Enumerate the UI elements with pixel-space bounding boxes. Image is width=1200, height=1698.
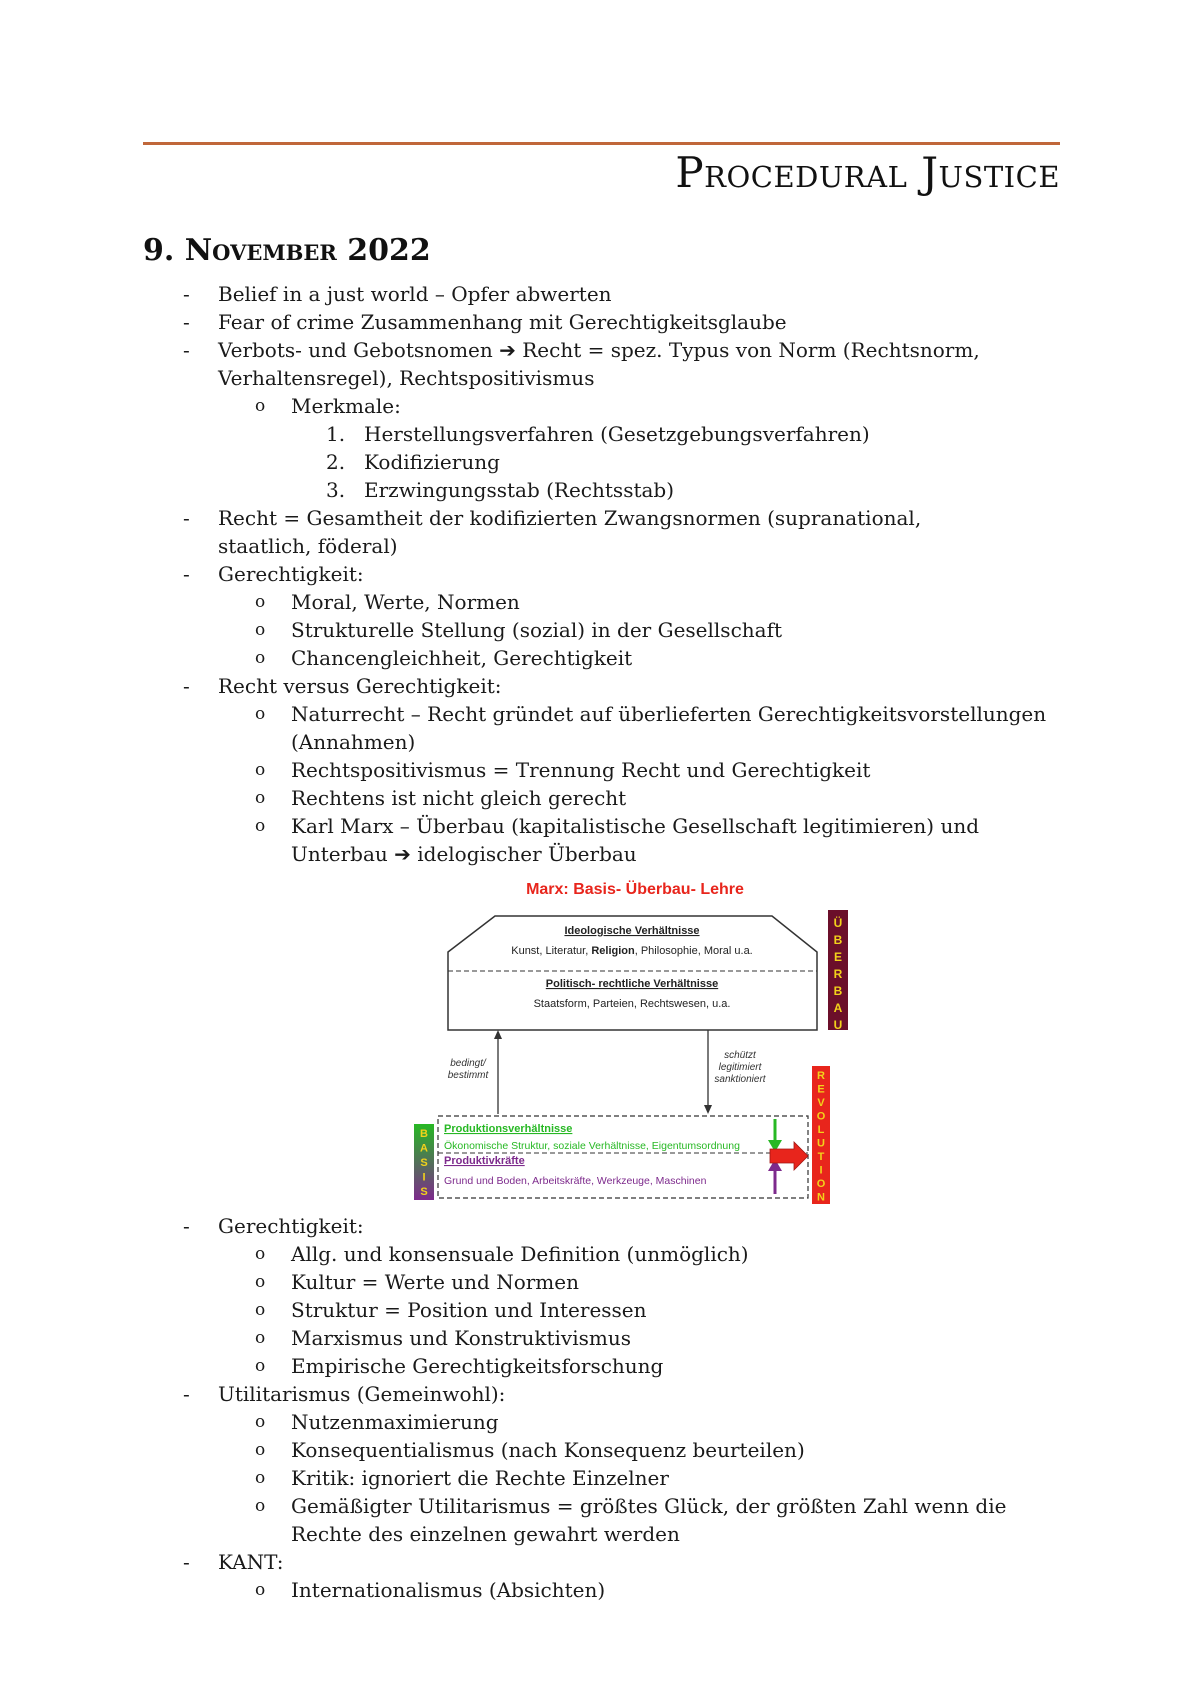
revolution-label bbox=[817, 1070, 826, 1204]
list-item: - Verbots- und Gebotsnomen ➔ Recht = spez. Typus von Norm (Rechtsnorm, Verhaltensregel), Rechtspositivismus bbox=[183, 338, 980, 390]
left-arrow-label-2: bestimmt bbox=[447, 1070, 489, 1081]
political-text: Staatsform, Parteien, Rechtswesen, u.a. bbox=[533, 998, 731, 1010]
numbered-item: 2. Kodifizierung bbox=[326, 450, 500, 474]
circle-bullet: o bbox=[255, 396, 266, 416]
circle-bullet: o bbox=[255, 1244, 266, 1264]
ueberbau-label bbox=[834, 915, 843, 1032]
numbered-item: 3. Erzwingungsstab (Rechtsstab) bbox=[326, 478, 675, 502]
number-marker: 3. bbox=[326, 478, 346, 502]
list-item: - Gerechtigkeit: bbox=[183, 1214, 364, 1238]
circle-bullet: o bbox=[255, 1468, 266, 1488]
circle-bullet: o bbox=[255, 1356, 266, 1376]
circle-bullet: o bbox=[255, 1328, 266, 1348]
productive-forces-text: Grund und Boden, Arbeitskräfte, Werkzeuge, Maschinen bbox=[444, 1175, 707, 1187]
dash-bullet: - bbox=[183, 1550, 190, 1574]
basis-letter: S bbox=[420, 1157, 428, 1169]
circle-bullet: o bbox=[255, 816, 266, 836]
dash-bullet: - bbox=[183, 1382, 190, 1406]
revolution-letter: O bbox=[816, 1110, 826, 1123]
sub-list-item: o Naturrecht – Recht gründet auf überlieferten Gerechtigkeitsvorstellungen (Annahmen) bbox=[255, 702, 1047, 754]
circle-bullet: o bbox=[255, 1496, 266, 1516]
revolution-letter: T bbox=[817, 1151, 825, 1163]
list-item: - Utilitarismus (Gemeinwohl): bbox=[183, 1382, 506, 1406]
sub-list-item: o Struktur = Position und Interessen bbox=[255, 1298, 647, 1322]
sub-list-item: o Kultur = Werte und Normen bbox=[255, 1270, 579, 1294]
revolution-letter: O bbox=[816, 1178, 826, 1190]
revolution-letter: V bbox=[817, 1097, 825, 1109]
title-rule bbox=[143, 142, 1060, 145]
ueberbau-letter: R bbox=[833, 967, 843, 981]
list-item: - KANT: bbox=[183, 1550, 284, 1574]
dash-bullet: - bbox=[183, 282, 190, 306]
right-arrow-label-1: schützt bbox=[724, 1050, 756, 1061]
list-item: - Recht versus Gerechtigkeit: bbox=[183, 674, 502, 698]
ueberbau-letter: B bbox=[833, 933, 843, 947]
revolution-letter: I bbox=[819, 1164, 823, 1177]
ideological-heading: Ideologische Verhältnisse bbox=[564, 925, 700, 937]
numbered-item: 1. Herstellungsverfahren (Gesetzgebungsverfahren) bbox=[326, 422, 870, 446]
ideological-text: Kunst, Literatur, Religion, Philosophie, Moral u.a. bbox=[511, 945, 753, 957]
production-relations-text: Ökonomische Struktur, soziale Verhältnisse, Eigentumsordnung bbox=[444, 1140, 740, 1152]
ueberbau-letter: A bbox=[833, 1001, 843, 1015]
revolution-letter: U bbox=[817, 1137, 825, 1150]
circle-bullet: o bbox=[255, 704, 266, 724]
circle-bullet: o bbox=[255, 760, 266, 780]
sub-list-item: o Empirische Gerechtigkeitsforschung bbox=[255, 1354, 664, 1378]
revolution-letter: N bbox=[817, 1191, 825, 1204]
sub-list-item: o Chancengleichheit, Gerechtigkeit bbox=[255, 646, 633, 670]
ueberbau-letter: U bbox=[833, 1018, 843, 1032]
sub-list-item: o Rechtens ist nicht gleich gerecht bbox=[255, 786, 627, 810]
circle-bullet: o bbox=[255, 788, 266, 808]
revolution-letter: E bbox=[817, 1083, 825, 1096]
revolution-letter: R bbox=[817, 1070, 825, 1082]
right-arrow-label-3: sanktioniert bbox=[714, 1074, 766, 1085]
number-marker: 1. bbox=[326, 422, 346, 446]
list-item: - Fear of crime Zusammenhang mit Gerechtigkeitsglaube bbox=[183, 310, 787, 334]
sub-list-item: o Rechtspositivismus = Trennung Recht und Gerechtigkeit bbox=[255, 758, 871, 782]
sub-list-item: o Merkmale: bbox=[255, 394, 401, 418]
list-item: - Gerechtigkeit: bbox=[183, 562, 364, 586]
sub-list-item: o Allg. und konsensuale Definition (unmöglich) bbox=[255, 1242, 749, 1266]
sub-list-item: o Moral, Werte, Normen bbox=[255, 590, 520, 614]
notes-list bbox=[0, 280, 1200, 1604]
down-arrow-head bbox=[704, 1105, 712, 1114]
list-item: - Belief in a just world – Opfer abwerten bbox=[183, 282, 612, 306]
basis-letter: A bbox=[420, 1142, 428, 1155]
dash-bullet: - bbox=[183, 506, 190, 530]
marx-diagram-figure bbox=[410, 870, 850, 1208]
circle-bullet: o bbox=[255, 648, 266, 668]
dash-bullet: - bbox=[183, 674, 190, 698]
circle-bullet: o bbox=[255, 1440, 266, 1460]
dash-bullet: - bbox=[183, 562, 190, 586]
circle-bullet: o bbox=[255, 1412, 266, 1432]
sub-list-item: o Kritik: ignoriert die Rechte Einzelner bbox=[255, 1466, 669, 1490]
basis-letter: I bbox=[422, 1171, 426, 1184]
productive-forces-heading: Produktivkräfte bbox=[444, 1155, 525, 1167]
number-marker: 2. bbox=[326, 450, 346, 474]
marx-diagram bbox=[0, 870, 1200, 1208]
sub-list-item: o Strukturelle Stellung (sozial) in der Gesellschaft bbox=[255, 618, 783, 642]
ueberbau-letter: E bbox=[833, 950, 843, 964]
dash-bullet: - bbox=[183, 338, 190, 362]
dash-bullet: - bbox=[183, 1214, 190, 1238]
ueberbau-letter: B bbox=[833, 984, 843, 998]
sub-list-item: o Karl Marx – Überbau (kapitalistische Gesellschaft legitimieren) und Unterbau ➔ idelogischer Überbau bbox=[255, 814, 980, 866]
left-arrow-label-1: bedingt/ bbox=[450, 1058, 486, 1069]
basis-label bbox=[420, 1128, 428, 1198]
diagram-title: Marx: Basis- Überbau- Lehre bbox=[526, 881, 744, 898]
circle-bullet: o bbox=[255, 620, 266, 640]
sub-list-item: o Konsequentialismus (nach Konsequenz beurteilen) bbox=[255, 1438, 805, 1462]
political-heading: Politisch- rechtliche Verhältnisse bbox=[545, 978, 719, 990]
date-heading: 9. November 2022 bbox=[143, 233, 431, 268]
ueberbau-letter: Ü bbox=[833, 916, 843, 930]
page-title: Procedural Justice bbox=[675, 148, 1060, 197]
list-item: - Recht = Gesamtheit der kodifizierten Zwangsnormen (supranational, staatlich, föderal) bbox=[183, 506, 922, 558]
circle-bullet: o bbox=[255, 1580, 266, 1600]
sub-list-item: o Internationalismus (Absichten) bbox=[255, 1578, 606, 1602]
dash-bullet: - bbox=[183, 310, 190, 334]
right-arrow-label-2: legitimiert bbox=[718, 1062, 762, 1073]
circle-bullet: o bbox=[255, 592, 266, 612]
basis-letter: B bbox=[420, 1128, 428, 1140]
sub-list-item: o Gemäßigter Utilitarismus = größtes Glück, der größten Zahl wenn die Rechte des einzelnen gewahrt werden bbox=[255, 1494, 1007, 1546]
revolution-letter: L bbox=[817, 1124, 825, 1136]
sub-list-item: o Marxismus und Konstruktivismus bbox=[255, 1326, 631, 1350]
sub-list-item: o Nutzenmaximierung bbox=[255, 1410, 499, 1434]
circle-bullet: o bbox=[255, 1300, 266, 1320]
circle-bullet: o bbox=[255, 1272, 266, 1292]
production-relations-heading: Produktionsverhältnisse bbox=[444, 1123, 573, 1135]
up-arrow-head bbox=[494, 1030, 502, 1039]
basis-letter: S bbox=[420, 1186, 428, 1198]
